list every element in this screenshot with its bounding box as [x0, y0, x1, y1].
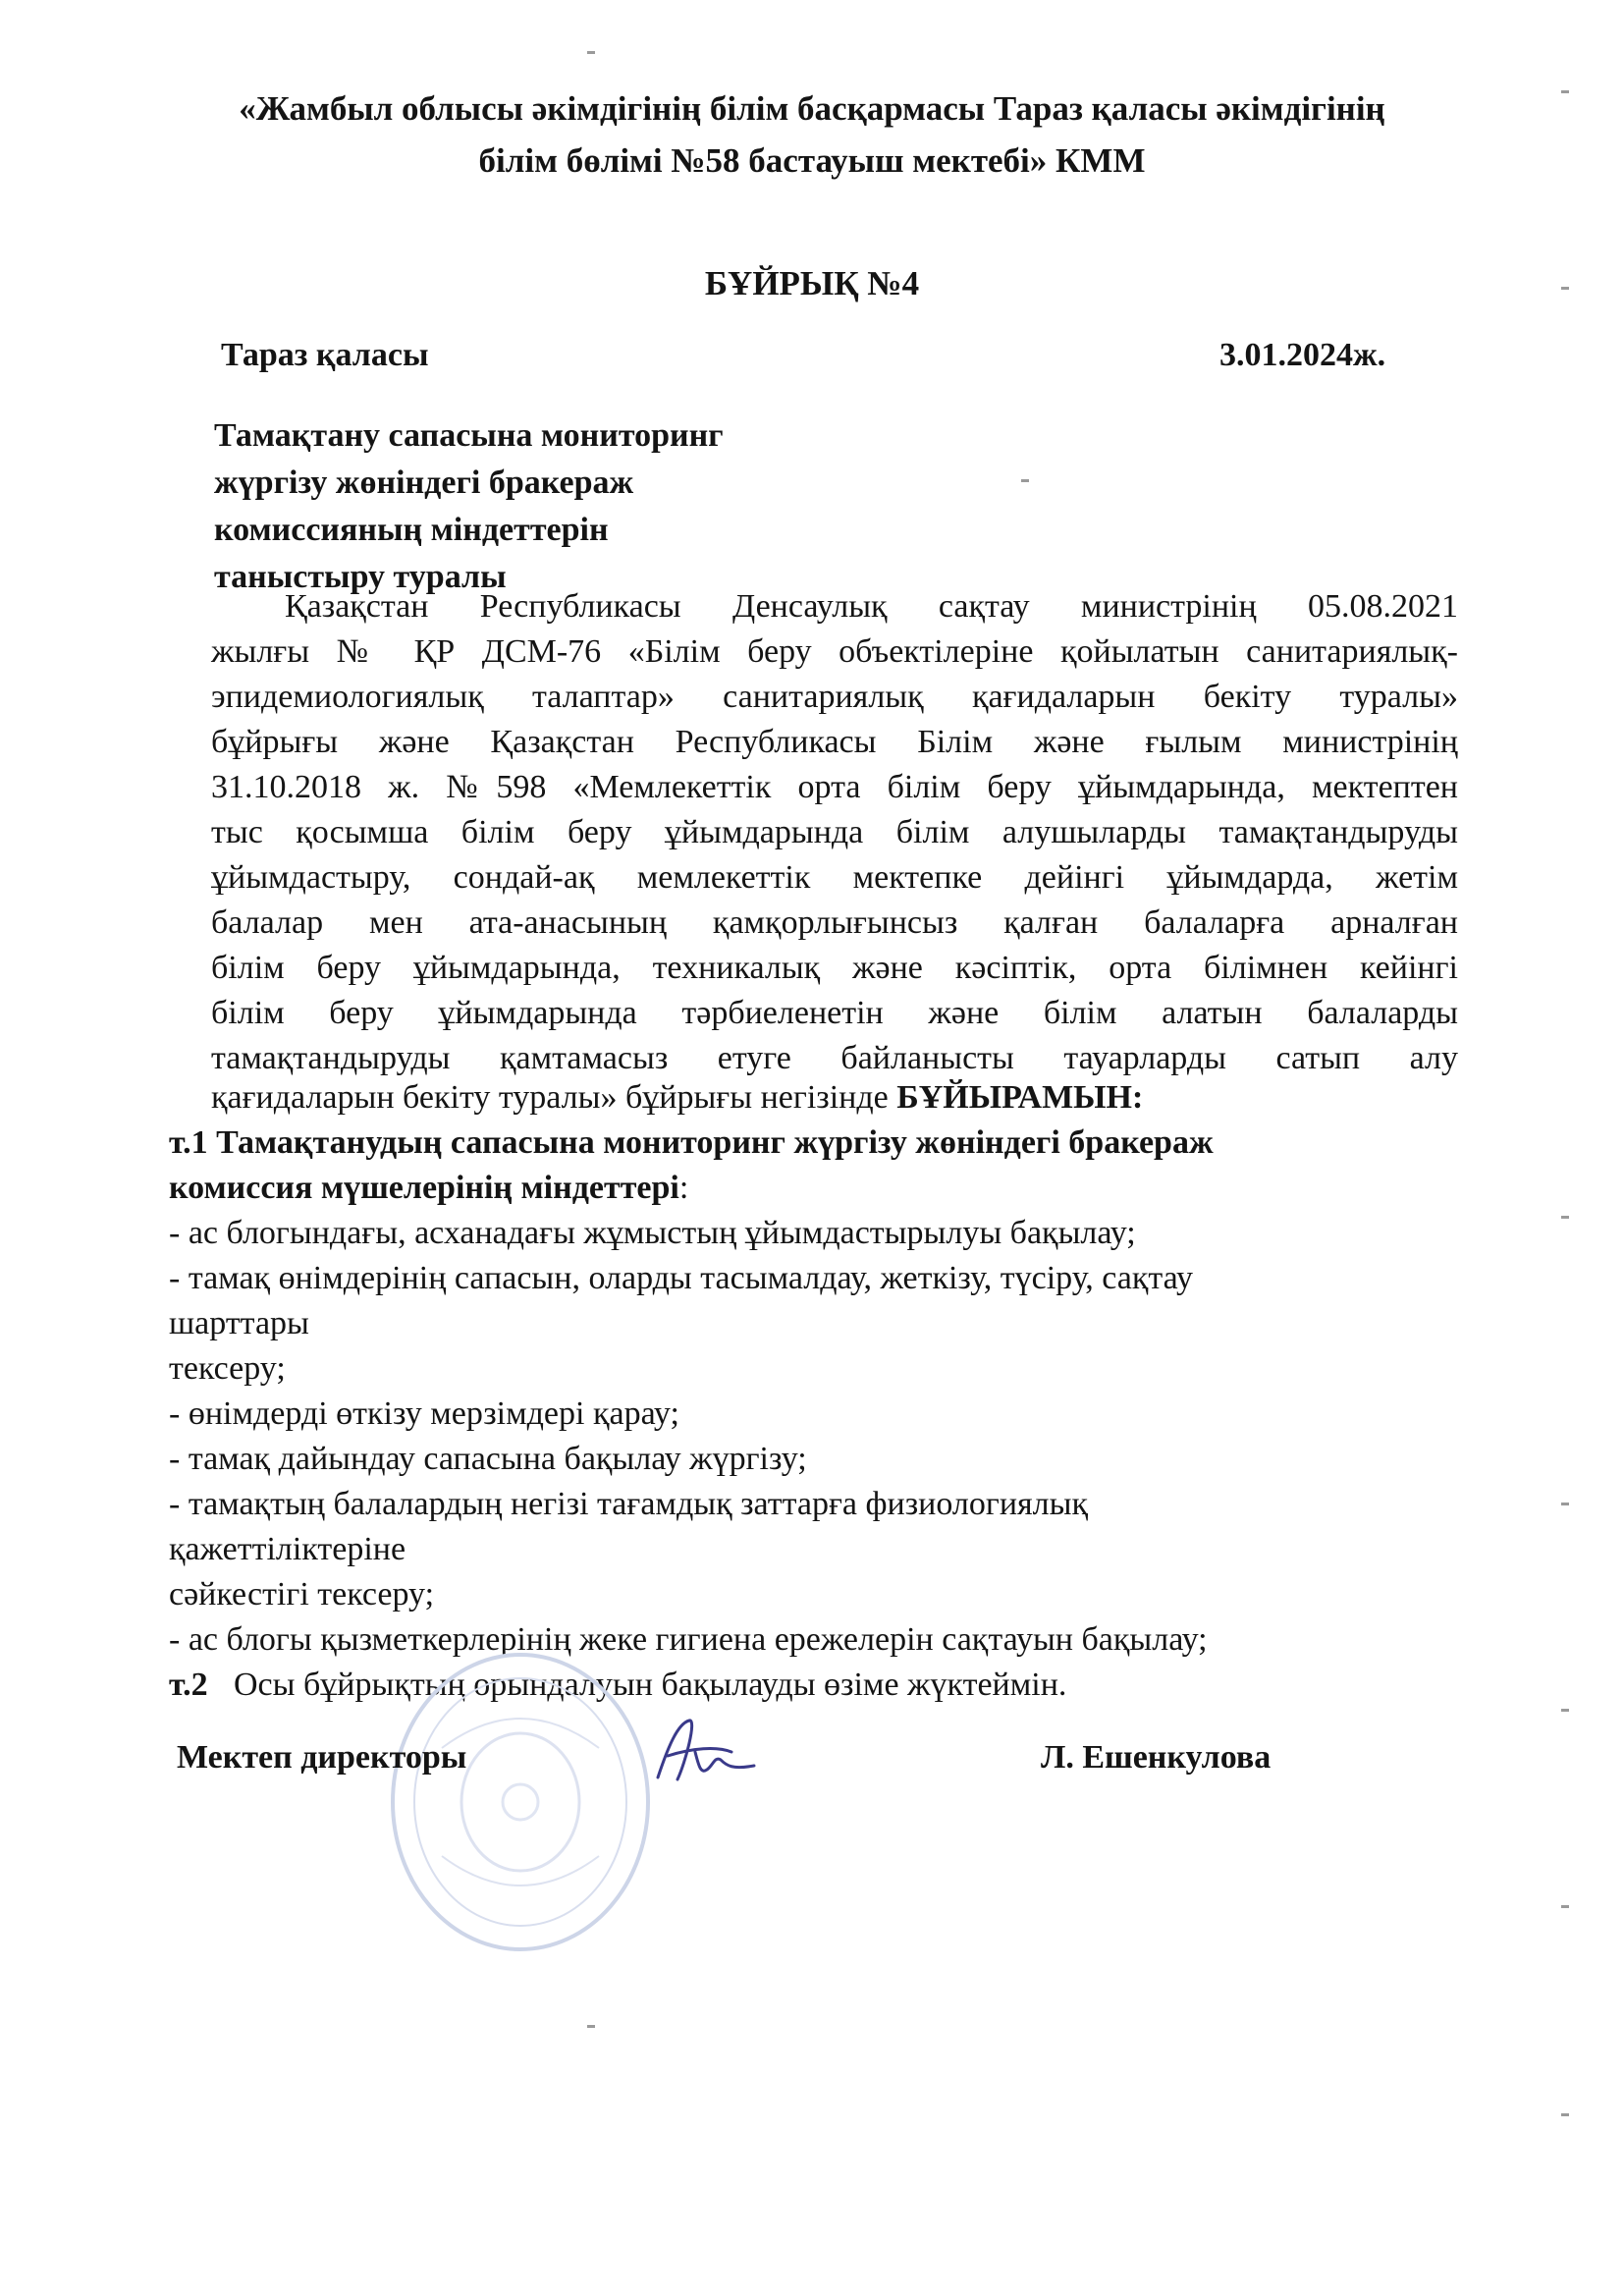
preamble-last-line [211, 1078, 1143, 1118]
scan-speck [1561, 2113, 1569, 2116]
preamble-line: жылғы № ҚР ДСМ-76 «Білім беру объектілеріне қойылатын санитариялық- [211, 633, 1458, 670]
preamble-line: тамақтандыруды қамтамасыз етуге байланысты тауарларды сатып алу [211, 1040, 1458, 1076]
item1-title-line-1: т.1 Тамақтанудың сапасына мониторинг жүргізу жөніндегі бракераж [169, 1124, 1214, 1161]
duty-item: - тамақ дайындау сапасына бақылау жүргізу; [169, 1441, 807, 1477]
subject-line: таныстыру туралы [214, 559, 507, 595]
header-line-2: білім бөлімі №58 бастауыш мектебі» КММ [478, 141, 1146, 180]
duty-item: шарттары [169, 1305, 309, 1341]
duty-item: сәйкестігі тексеру; [169, 1576, 435, 1613]
subject-line: Тамақтану сапасына мониторинг [214, 417, 724, 454]
scan-speck [587, 51, 595, 54]
item1-title-text: комиссия мүшелерінің міндеттері [169, 1170, 679, 1206]
item2-label: т.2 [169, 1667, 208, 1703]
item2-text: Осы бұйрықтың орындалуын бақылауды өзіме жүктеймін. [234, 1667, 1067, 1703]
preamble-line: білім беру ұйымдарында тәрбиеленетін және білім алатын балаларды [211, 995, 1458, 1031]
duty-item: - ас блогындағы, асханадағы жұмыстың ұйымдастырылуы бақылау; [169, 1215, 1136, 1251]
scan-speck [1561, 1503, 1569, 1505]
preamble-line: балалар мен ата-анасының қамқорлығынсыз қалған балаларға арналған [211, 904, 1458, 941]
order-word: БҰЙЫРАМЫН: [896, 1079, 1144, 1116]
seal-stamp-icon [383, 1630, 668, 1964]
preamble-last-text: қағидаларын бекіту туралы» бұйрығы негізінде [211, 1079, 897, 1116]
item1-colon: : [678, 1170, 689, 1206]
order-title: БҰЙРЫҚ №4 [704, 264, 920, 302]
scan-speck [1561, 287, 1569, 290]
duty-item: - тамақ өнімдерінің сапасын, оларды тасымалдау, жеткізу, түсіру, сақтау [169, 1260, 1194, 1296]
preamble-line: Қазақстан Республикасы Денсаулық сақтау министрінің 05.08.2021 [285, 588, 1458, 625]
scan-speck [1561, 1709, 1569, 1712]
subject-line: комиссияның міндеттерін [214, 512, 609, 548]
item1-title-line-2 [169, 1169, 688, 1208]
preamble-line: эпидемиологиялық талаптар» санитариялық қағидаларын бекіту туралы» [211, 679, 1458, 715]
duty-item: - өнімдерді өткізу мерзімдері қарау; [169, 1395, 679, 1432]
subject-line: жүргізу жөніндегі бракераж [214, 465, 634, 501]
duty-item: - тамақтың балалардың негізі тағамдық заттарға физиологиялық [169, 1486, 1088, 1522]
signature-position: Мектеп директоры [177, 1739, 467, 1776]
scan-speck [587, 2025, 595, 2028]
scan-speck [1561, 90, 1569, 93]
preamble-line: білім беру ұйымдарында, техникалық және кәсіптік, орта білімнен кейінгі [211, 950, 1458, 986]
duty-item: тексеру; [169, 1350, 286, 1387]
signature-name: Л. Ешенкулова [1041, 1739, 1272, 1776]
scan-speck [1561, 1216, 1569, 1219]
header-line-1: «Жамбыл облысы әкімдігінің білім басқармасы Тараз қаласы әкімдігінің [239, 89, 1385, 128]
scan-speck [1561, 1905, 1569, 1908]
preamble-line: 31.10.2018 ж. №598 «Мемлекеттік орта білім беру ұйымдарында, мектептен [211, 769, 1458, 805]
duty-item: қажеттіліктеріне [169, 1531, 406, 1567]
preamble-line: ұйымдастыру, сондай-ақ мемлекеттік мектепке дейінгі ұйымдарда, жетім [211, 859, 1458, 896]
signature-icon [638, 1709, 766, 1797]
preamble-line: бұйрығы және Қазақстан Республикасы Білім және ғылым министрінің [211, 724, 1458, 760]
date: 3.01.2024ж. [1219, 337, 1386, 373]
duty-item: - ас блогы қызметкерлерінің жеке гигиена ережелерін сақтауын бақылау; [169, 1621, 1208, 1658]
preamble-line: тыс қосымша білім беру ұйымдарында білім алушыларды тамақтандыруды [211, 814, 1458, 850]
scan-speck [1021, 479, 1029, 482]
city: Тараз қаласы [221, 337, 429, 373]
